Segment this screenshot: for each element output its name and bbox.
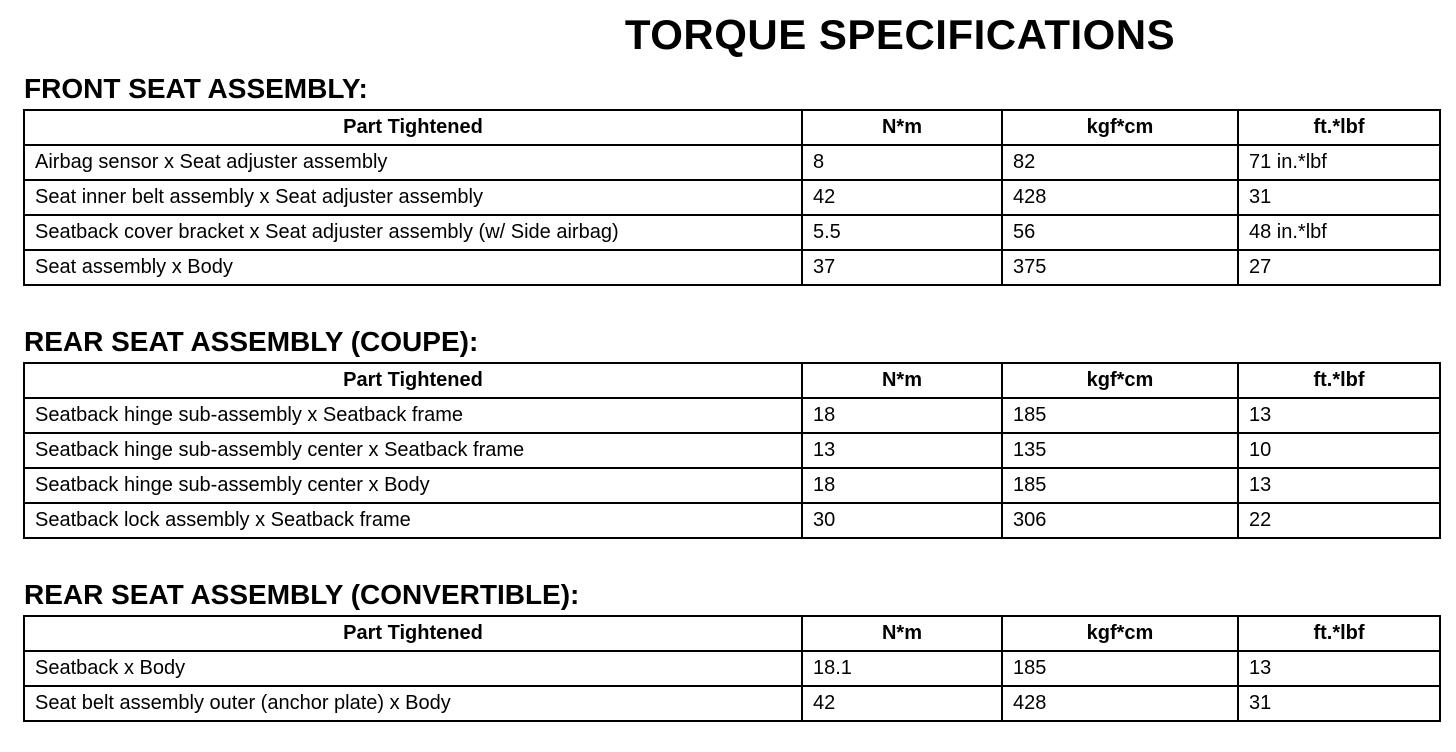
kgfcm-cell: 306 xyxy=(1002,503,1238,538)
kgfcm-cell: 375 xyxy=(1002,250,1238,285)
table-row xyxy=(24,180,1440,215)
kgfcm-cell: 135 xyxy=(1002,433,1238,468)
column-header-ftlbf: ft.*lbf xyxy=(1238,616,1440,651)
part-cell: Seat inner belt assembly x Seat adjuster assembly xyxy=(24,180,802,215)
ftlbf-cell: 31 xyxy=(1238,686,1440,721)
nm-cell: 5.5 xyxy=(802,215,1002,250)
nm-cell: 42 xyxy=(802,686,1002,721)
header-row xyxy=(24,110,1440,145)
ftlbf-cell: 48 in.*lbf xyxy=(1238,215,1440,250)
nm-cell: 30 xyxy=(802,503,1002,538)
nm-cell: 42 xyxy=(802,180,1002,215)
header-row xyxy=(24,363,1440,398)
part-cell: Seatback x Body xyxy=(24,651,802,686)
column-header-kgfcm: kgf*cm xyxy=(1002,363,1238,398)
kgfcm-cell: 56 xyxy=(1002,215,1238,250)
ftlbf-cell: 13 xyxy=(1238,398,1440,433)
kgfcm-cell: 185 xyxy=(1002,398,1238,433)
table-row xyxy=(24,398,1440,433)
table-row xyxy=(24,215,1440,250)
column-header-ftlbf: ft.*lbf xyxy=(1238,363,1440,398)
part-cell: Seatback hinge sub-assembly center x Seatback frame xyxy=(24,433,802,468)
table-row xyxy=(24,503,1440,538)
ftlbf-cell: 27 xyxy=(1238,250,1440,285)
section-rear-seat-coupe xyxy=(23,325,1439,539)
column-header-part: Part Tightened xyxy=(24,110,802,145)
section-heading: REAR SEAT ASSEMBLY (COUPE): xyxy=(24,326,479,357)
section-rear-seat-convertible xyxy=(23,578,1439,722)
torque-table-front-seat xyxy=(23,109,1441,286)
kgfcm-cell: 428 xyxy=(1002,180,1238,215)
column-header-nm: N*m xyxy=(802,110,1002,145)
table-row xyxy=(24,651,1440,686)
ftlbf-cell: 10 xyxy=(1238,433,1440,468)
kgfcm-cell: 185 xyxy=(1002,468,1238,503)
column-header-kgfcm: kgf*cm xyxy=(1002,616,1238,651)
column-header-part: Part Tightened xyxy=(24,616,802,651)
table-row xyxy=(24,145,1440,180)
part-cell: Seatback hinge sub-assembly center x Body xyxy=(24,468,802,503)
table-row xyxy=(24,468,1440,503)
section-front-seat xyxy=(23,72,1439,286)
ftlbf-cell: 31 xyxy=(1238,180,1440,215)
nm-cell: 13 xyxy=(802,433,1002,468)
nm-cell: 8 xyxy=(802,145,1002,180)
nm-cell: 37 xyxy=(802,250,1002,285)
column-header-nm: N*m xyxy=(802,363,1002,398)
part-cell: Seat belt assembly outer (anchor plate) x Body xyxy=(24,686,802,721)
kgfcm-cell: 82 xyxy=(1002,145,1238,180)
section-heading: REAR SEAT ASSEMBLY (CONVERTIBLE): xyxy=(24,579,580,610)
kgfcm-cell: 428 xyxy=(1002,686,1238,721)
part-cell: Airbag sensor x Seat adjuster assembly xyxy=(24,145,802,180)
column-header-nm: N*m xyxy=(802,616,1002,651)
ftlbf-cell: 13 xyxy=(1238,468,1440,503)
nm-cell: 18 xyxy=(802,468,1002,503)
nm-cell: 18 xyxy=(802,398,1002,433)
ftlbf-cell: 22 xyxy=(1238,503,1440,538)
kgfcm-cell: 185 xyxy=(1002,651,1238,686)
table-row xyxy=(24,686,1440,721)
ftlbf-cell: 71 in.*lbf xyxy=(1238,145,1440,180)
column-header-ftlbf: ft.*lbf xyxy=(1238,110,1440,145)
page-title: TORQUE SPECIFICATIONS xyxy=(624,11,1176,58)
nm-cell: 18.1 xyxy=(802,651,1002,686)
column-header-kgfcm: kgf*cm xyxy=(1002,110,1238,145)
section-heading: FRONT SEAT ASSEMBLY: xyxy=(24,73,368,104)
part-cell: Seatback lock assembly x Seatback frame xyxy=(24,503,802,538)
part-cell: Seatback hinge sub-assembly x Seatback frame xyxy=(24,398,802,433)
table-row xyxy=(24,433,1440,468)
table-row xyxy=(24,250,1440,285)
part-cell: Seatback cover bracket x Seat adjuster assembly (w/ Side airbag) xyxy=(24,215,802,250)
column-header-part: Part Tightened xyxy=(24,363,802,398)
torque-table-rear-seat-coupe xyxy=(23,362,1441,539)
header-row xyxy=(24,616,1440,651)
part-cell: Seat assembly x Body xyxy=(24,250,802,285)
ftlbf-cell: 13 xyxy=(1238,651,1440,686)
torque-table-rear-seat-convertible xyxy=(23,615,1441,722)
